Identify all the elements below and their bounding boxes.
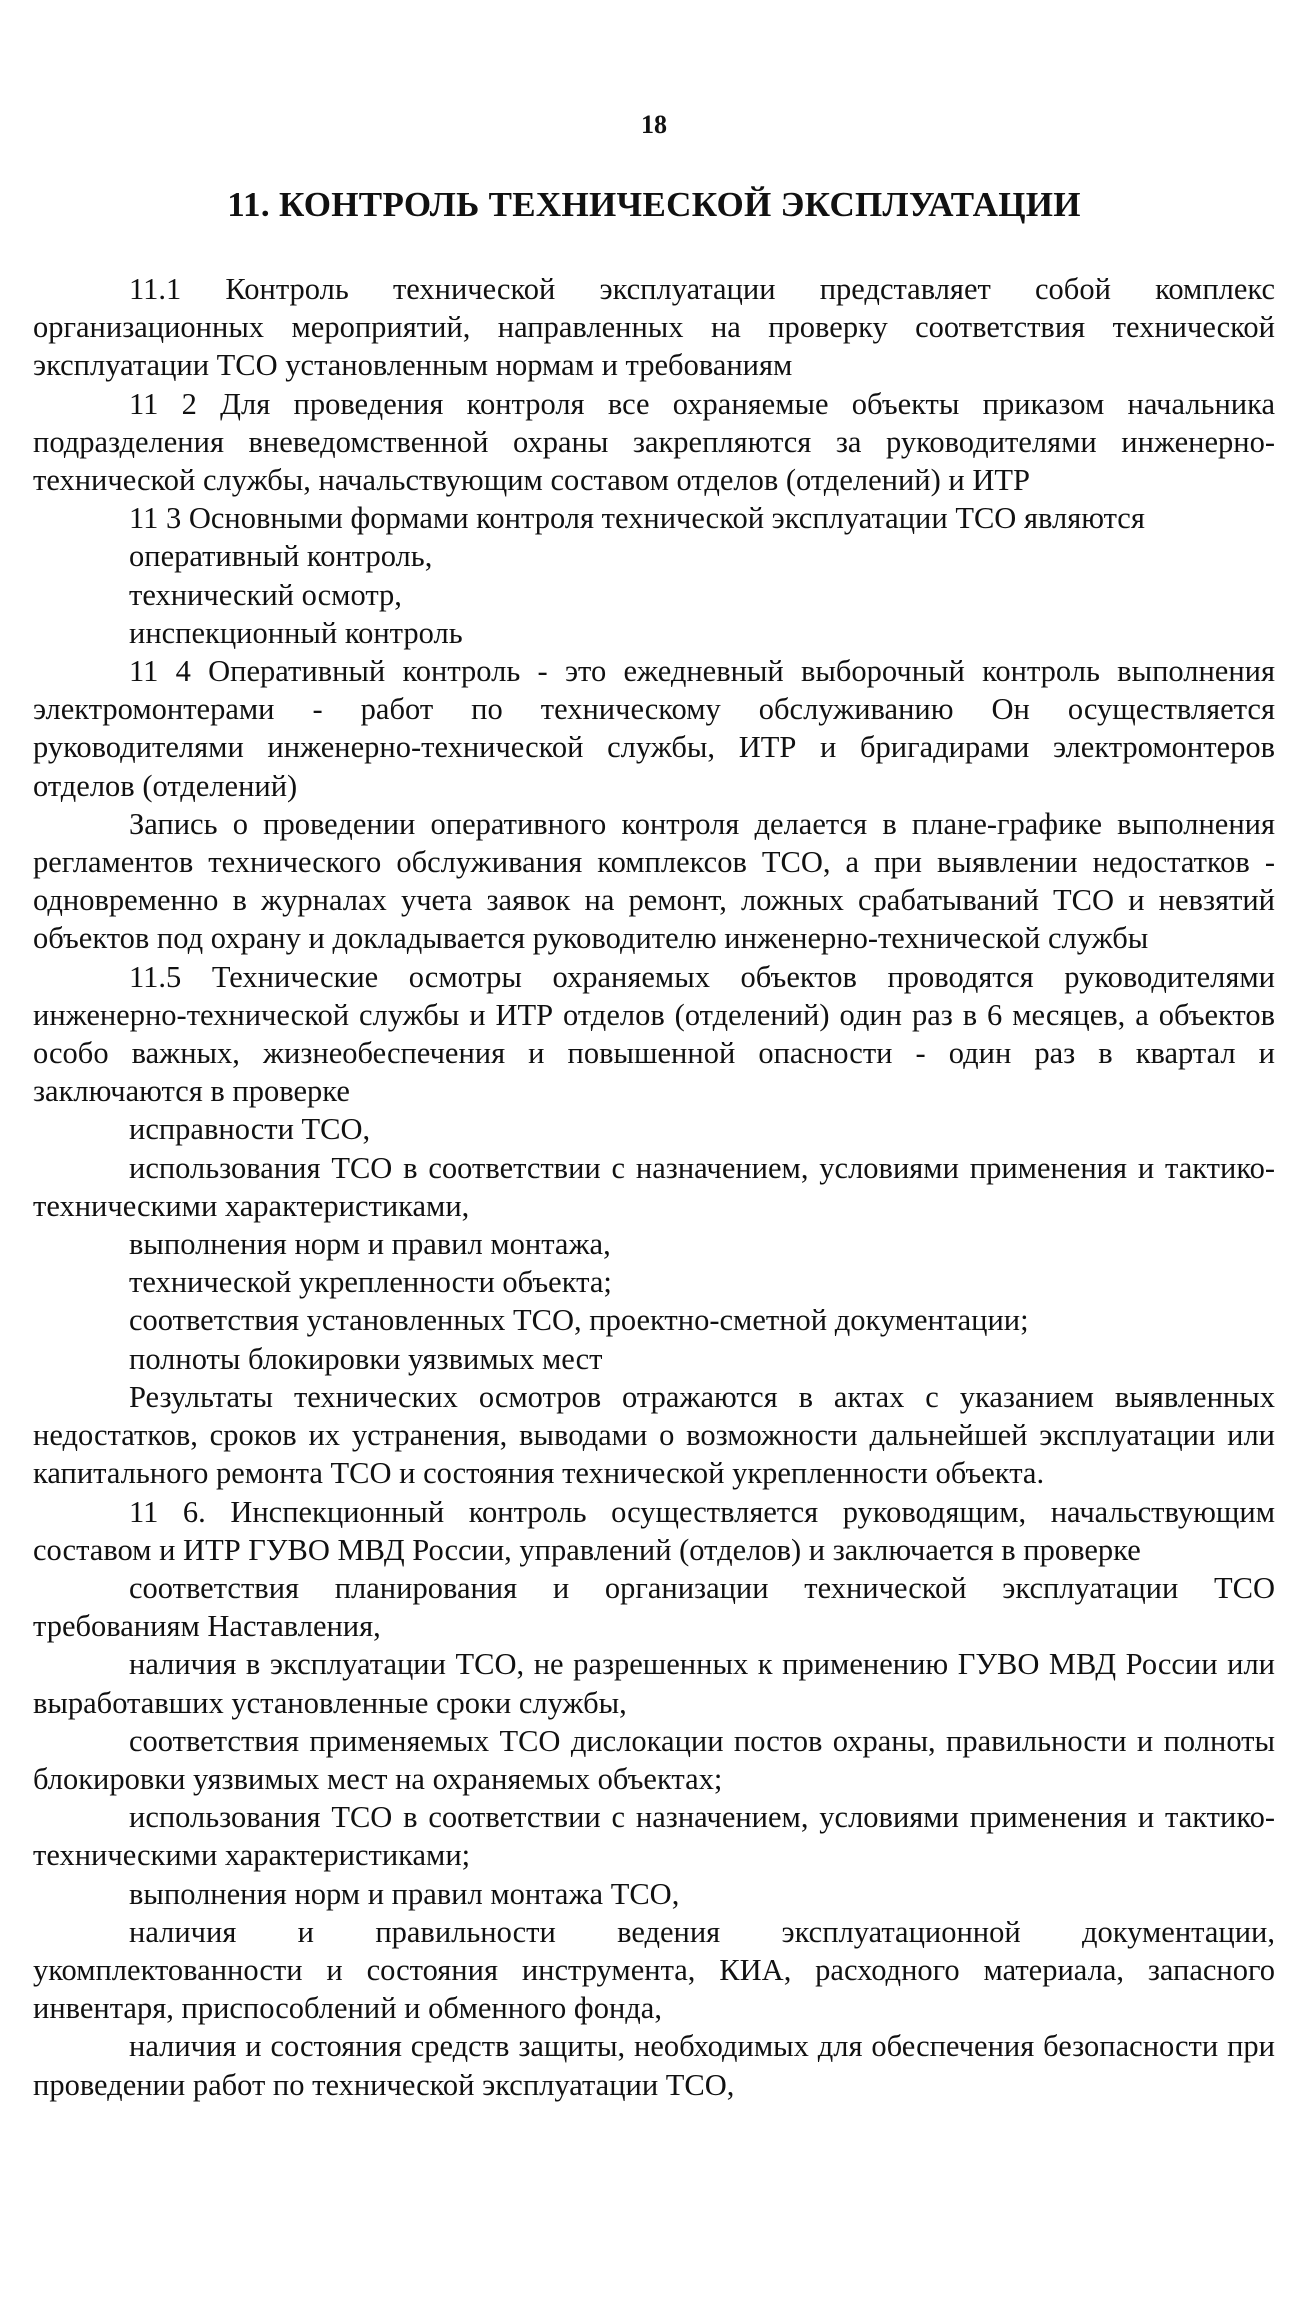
inspection-item: полноты блокировки уязвимых мест (129, 1341, 603, 1376)
control-form-item: технический осмотр, (129, 577, 402, 612)
paragraph-results: Результаты технических осмотров отражаются в актах с указанием выявленных недостатков, сроков их устранения, выводами о возможности дальнейшей эксплуатации или капитального ремонта ТСО и состояния технической укрепленности объекта. (33, 1379, 1275, 1491)
paragraph-11-1: 11.1 Контроль технической эксплуатации представляет собой комплекс организационных мероприятий, направленных на проверку соответствия технической эксплуатации ТСО установленным нормам и требованиям (33, 272, 1275, 383)
audit-item: выполнения норм и правил монтажа ТСО, (129, 1876, 680, 1911)
inspection-item: технической укрепленности объекта; (129, 1265, 612, 1300)
control-form-item: оперативный контроль, (129, 539, 433, 574)
paragraph-11-6: 11 6. Инспекционный контроль осуществляется руководящим, начальствующим составом и ИТР ГУВО МВД России, управлений (отделов) и заключается в проверке (33, 1494, 1275, 1567)
audit-item: наличия и правильности ведения эксплуатационной документации, укомплектованности и состояния инструмента, КИА, расходного материала, запасного инвентаря, приспособлений и обменного фонда, (33, 1914, 1275, 2026)
audit-item: наличия и состояния средств защиты, необходимых для обеспечения безопасности при проведении работ по технической эксплуатации ТСО, (33, 2029, 1275, 2102)
inspection-item: выполнения норм и правил монтажа, (129, 1227, 611, 1262)
audit-item: наличия в эксплуатации ТСО, не разрешенных к применению ГУВО МВД России или выработавших установленные сроки службы, (33, 1647, 1275, 1720)
paragraph-11-4: 11 4 Оперативный контроль - это ежедневный выборочный контроль выполнения электромонтерами - работ по техническому обслуживанию Он осуществляется руководителями инженерно-технической службы, ИТР и бригадирами электромонтеров отделов (отделений) (33, 654, 1275, 803)
paragraph-11-2: 11 2 Для проведения контроля все охраняемые объекты приказом начальника подразделения вневедомственной охраны закрепляются за руководителями инженерно-технической службы, начальствующим составом отделов (отделений) и ИТР (33, 386, 1275, 498)
paragraph-11-5: 11.5 Технические осмотры охраняемых объектов проводятся руководителями инженерно-технической службы и ИТР отделов (отделений) один раз в 6 месяцев, а объектов особо важных, жизнеобеспечения и повышенной опасности - один раз в квартал и заключаются в проверке (33, 959, 1275, 1109)
document-body (33, 270, 1275, 2104)
control-form-item: инспекционный контроль (129, 615, 463, 650)
section-heading: 11. КОНТРОЛЬ ТЕХНИЧЕСКОЙ ЭКСПЛУАТАЦИИ (227, 185, 1081, 224)
audit-item: соответствия применяемых ТСО дислокации постов охраны, правильности и полноты блокировки уязвимых мест на охраняемых объектах; (33, 1723, 1275, 1796)
paragraph-11-3: 11 3 Основными формами контроля технической эксплуатации ТСО являются (129, 501, 1145, 536)
paragraph-record: Запись о проведении оперативного контроля делается в плане-графике выполнения регламентов технического обслуживания комплексов ТСО, а при выявлении недостатков - одновременно в журналах учета заявок на ремонт, ложных срабатываний ТСО и невзятий объектов под охрану и докладывается руководителю инженерно-технической службы (33, 806, 1275, 956)
inspection-item: использования ТСО в соответствии с назначением, условиями применения и тактико-техническими характеристиками, (33, 1150, 1275, 1223)
page-number: 18 (641, 110, 667, 139)
inspection-item: соответствия установленных ТСО, проектно-сметной документации; (129, 1303, 1029, 1338)
inspection-item: исправности ТСО, (129, 1112, 371, 1147)
audit-item: использования ТСО в соответствии с назначением, условиями применения и тактико-техническими характеристиками; (33, 1800, 1275, 1873)
audit-item: соответствия планирования и организации технической эксплуатации ТСО требованиям Наставления, (33, 1570, 1275, 1644)
